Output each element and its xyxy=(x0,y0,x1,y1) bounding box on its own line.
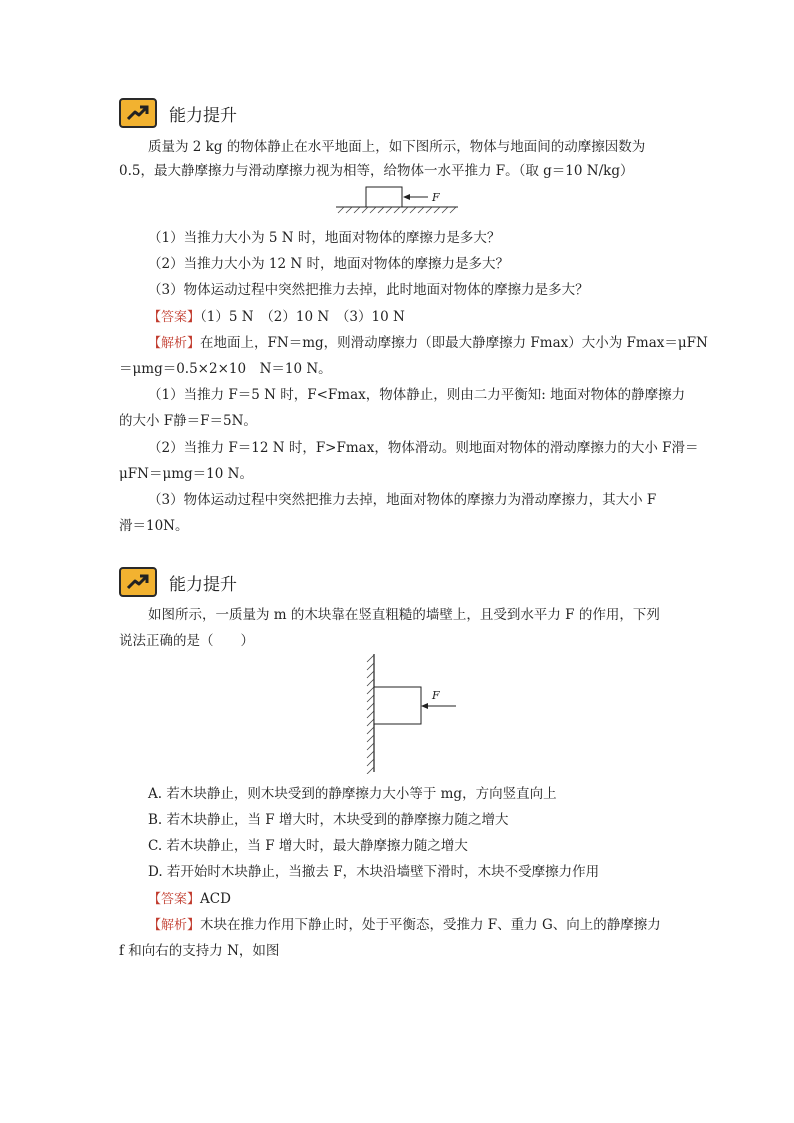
section-header xyxy=(119,97,237,129)
analysis-text: 的大小 F静＝F＝5N。 xyxy=(119,413,257,429)
analysis-tag: 【解析】 xyxy=(148,918,201,933)
problem-text: 质量为 2 kg 的物体静止在水平地面上，如下图所示，物体与地面间的动摩擦因数为 xyxy=(148,139,646,155)
problem-text: 如图所示，一质量为 m 的木块靠在竖直粗糙的墙壁上，且受到水平力 F 的作用，下列 xyxy=(148,607,660,623)
option-b: B. 若木块静止，当 F 增大时，木块受到的静摩擦力随之增大 xyxy=(148,812,509,828)
analysis-tag: 【解析】 xyxy=(148,336,201,351)
trend-up-icon xyxy=(119,567,157,597)
section-header xyxy=(119,566,237,598)
analysis-text: （3）物体运动过程中突然把推力去掉，地面对物体的摩擦力为滑动摩擦力，其大小 F xyxy=(148,492,657,508)
analysis-line xyxy=(148,914,704,937)
section-title: 能力提升 xyxy=(169,105,237,126)
answer-tag: 【答案】 xyxy=(148,892,201,907)
answer-tag: 【答案】 xyxy=(148,310,201,325)
answer-text: ACD xyxy=(200,891,231,907)
section-title: 能力提升 xyxy=(169,574,237,595)
analysis-text: f 和向右的支持力 N，如图 xyxy=(119,943,280,959)
answer-text: （1）5 N （2）10 N （3）10 N xyxy=(200,309,405,325)
answer-line xyxy=(148,306,704,329)
analysis-text: μFN＝μmg＝10 N。 xyxy=(119,466,253,482)
problem-text: 0.5，最大静摩擦力与滑动摩擦力视为相等，给物体一水平推力 F。（取 g＝10 N/kg） xyxy=(119,163,634,179)
analysis-text: 滑＝10N。 xyxy=(119,518,189,534)
trend-up-icon xyxy=(119,98,157,128)
block-on-wall-figure xyxy=(362,652,462,774)
question-item: （1）当推力大小为 5 N 时，地面对物体的摩擦力是多大？ xyxy=(148,230,501,246)
analysis-text: （1）当推力 F＝5 N 时，F<Fmax，物体静止，则由二力平衡知: 地面对物体的静摩擦力 xyxy=(148,387,686,403)
question-item: （3）物体运动过程中突然把推力去掉，此时地面对物体的摩擦力是多大？ xyxy=(148,282,589,298)
analysis-text: ＝μmg＝0.5×2×10 N＝10 N。 xyxy=(119,361,332,377)
analysis-text: （2）当推力 F＝12 N 时，F>Fmax，物体滑动。则地面对物体的滑动摩擦力的大小 F滑＝ xyxy=(148,440,699,456)
analysis-line xyxy=(148,332,708,355)
option-d: D. 若开始时木块静止，当撤去 F，木块沿墙壁下滑时，木块不受摩擦力作用 xyxy=(148,864,600,880)
analysis-text: 在地面上，FN＝mg，则滑动摩擦力（即最大静摩擦力 Fmax）大小为 Fmax＝μFN xyxy=(200,335,708,351)
question-item: （2）当推力大小为 12 N 时，地面对物体的摩擦力是多大？ xyxy=(148,256,509,272)
analysis-text: 木块在推力作用下静止时，处于平衡态，受推力 F、重力 G、向上的静摩擦力 xyxy=(200,917,661,933)
problem-text: 说法正确的是（ ） xyxy=(119,633,254,649)
answer-line xyxy=(148,888,704,911)
block-on-ground-figure xyxy=(334,183,460,215)
force-label: F xyxy=(432,191,440,204)
option-a: A. 若木块静止，则木块受到的静摩擦力大小等于 mg，方向竖直向上 xyxy=(148,786,557,802)
force-label: F xyxy=(432,689,440,702)
option-c: C. 若木块静止，当 F 增大时，最大静摩擦力随之增大 xyxy=(148,838,468,854)
